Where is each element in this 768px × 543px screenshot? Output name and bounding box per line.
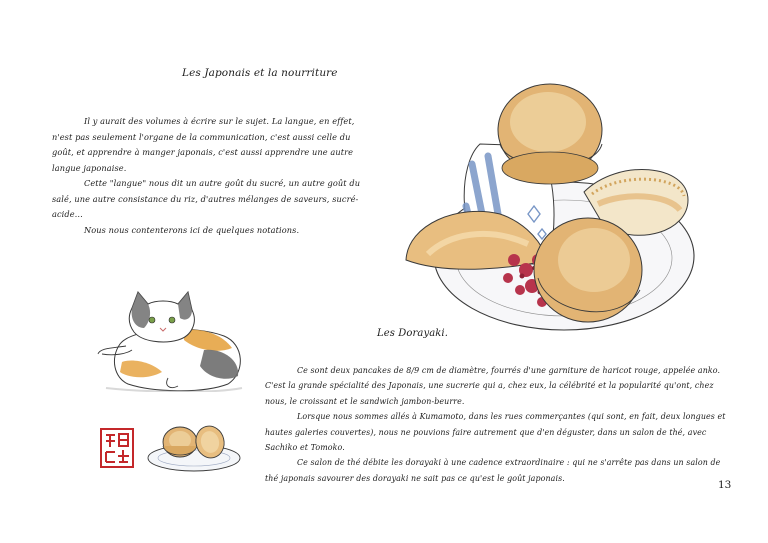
body-paragraph-2: Lorsque nous sommes allés à Kumamoto, dans les rues commerçantes (qui sont, en fait, deux longues et hautes galeries couvertes), nous ne pouvions faire autrement que d'en déguster, dans un salon de thé, avec Sachiko et Tomoko. — [265, 412, 726, 453]
cat-illustration — [92, 288, 252, 392]
body-paragraph-3: Ce salon de thé débite les dorayaki à une cadence extraordinaire : qui ne s'arrête pas dans un salon de thé japonais savourer des dorayaki ne sait pas ce qu'est le goût japonais. — [265, 458, 721, 483]
intro-paragraph-1: Il y aurait des volumes à écrire sur le sujet. La langue, en effet, n'est pas seulement l'organe de la communication, c'est aussi celle du goût, et apprendre à manger japonais, c'est aussi apprendre une autre langue japonaise. — [52, 116, 355, 173]
dorayaki-caption: Les Dorayaki. — [377, 328, 448, 339]
seal-stamp-illustration — [99, 427, 135, 469]
page-number: 13 — [718, 479, 732, 491]
body-text — [265, 363, 727, 486]
section-title: Les Japonais et la nourriture — [182, 67, 338, 79]
small-dorayaki-illustration — [144, 412, 242, 474]
intro-paragraph-3: Nous nous contenterons ici de quelques notations. — [84, 224, 300, 235]
intro-paragraph-2: Cette "langue" nous dit un autre goût du sucré, un autre goût du salé, une autre consistance du riz, d'autres mélanges de saveurs, sucré-acide… — [52, 178, 361, 219]
body-paragraph-1: Ce sont deux pancakes de 8/9 cm de diamètre, fourrés d'une garniture de haricot rouge, appelée anko. C'est la grande spécialité des Japonais, une sucrerie qui a, chez eux, la célébrité et la popularité qu'ont, chez nous, le croissant et le sandwich jambon-beurre. — [265, 366, 721, 406]
intro-text — [52, 114, 362, 238]
dorayaki-plate-illustration — [388, 64, 698, 336]
